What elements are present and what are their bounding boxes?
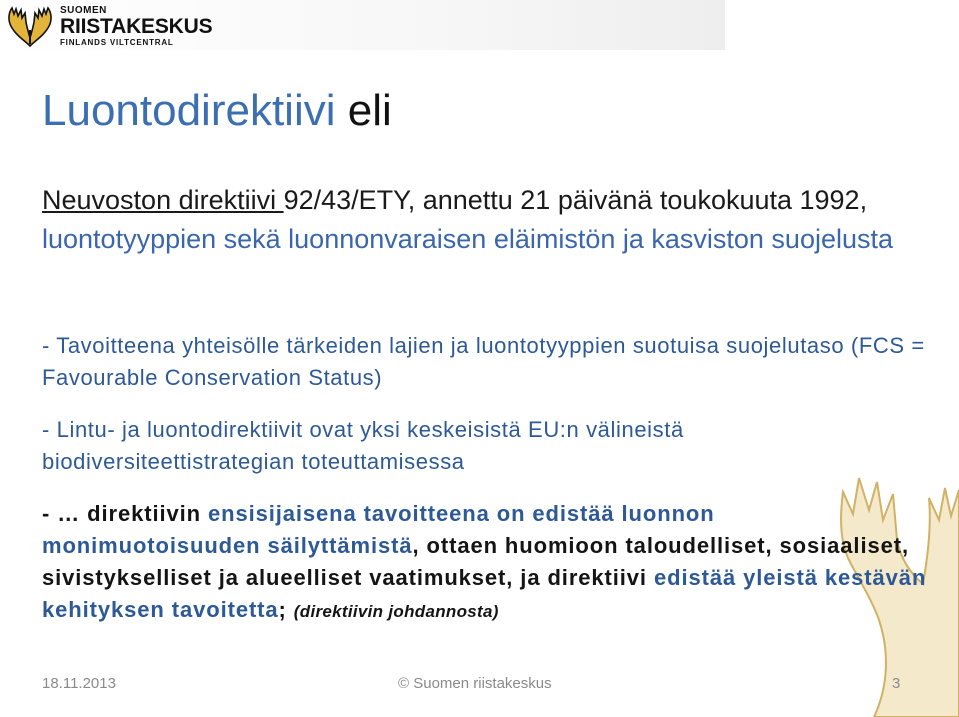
logo-line2: RIISTAKESKUS — [60, 15, 213, 38]
quote-dark-2: ; — [278, 597, 294, 622]
footer-date: 18.11.2013 — [42, 675, 116, 692]
bullet-item: - Tavoitteena yhteisölle tärkeiden lajien ja luontotyyppien suotuisa suojelutaso (FCS = Favourable Conservation Status) — [42, 333, 925, 390]
intro-paragraph — [42, 181, 912, 259]
antler-logo-icon — [4, 4, 56, 48]
quote-source-note: (direktiivin johdannosta) — [293, 602, 499, 621]
logo-line3: FINLANDS VILTCENTRAL — [60, 38, 174, 47]
title-blue-part: Luontodirektiivi — [42, 86, 336, 135]
logo — [4, 4, 244, 48]
quote-blue-2: edistää yleistä kestävän kehityksen tavoitetta — [42, 565, 927, 622]
logo-line1: SUOMEN — [60, 5, 107, 16]
bullet-item: - Lintu- ja luontodirektiivit ovat yksi keskeisistä EU:n välineistä biodiversiteettistrategian toteuttamisessa — [42, 417, 684, 474]
title-black-part: eli — [347, 86, 392, 135]
directive-name: Neuvoston direktiivi — [42, 185, 284, 215]
quote-dark-1: , ottaen huomioon taloudelliset, sosiaaliset, sivistykselliset ja alueelliset vaatimukset, ja direktiivi — [42, 533, 909, 590]
footer-page-number: 3 — [892, 675, 901, 692]
footer-copyright: © Suomen riistakeskus — [398, 675, 552, 692]
quote-prefix: - … direktiivin — [42, 501, 208, 526]
slide-title — [42, 86, 392, 136]
bullet-item-quote — [42, 498, 932, 628]
directive-subject: luontotyyppien sekä luonnonvaraisen eläimistön ja kasviston suojelusta — [42, 224, 894, 254]
directive-details: 92/43/ETY, annettu 21 päivänä toukokuuta 1992, — [283, 185, 868, 215]
quote-blue-1: ensisijaisena tavoitteena on edistää luonnon monimuotoisuuden säilyttämistä — [42, 501, 715, 558]
